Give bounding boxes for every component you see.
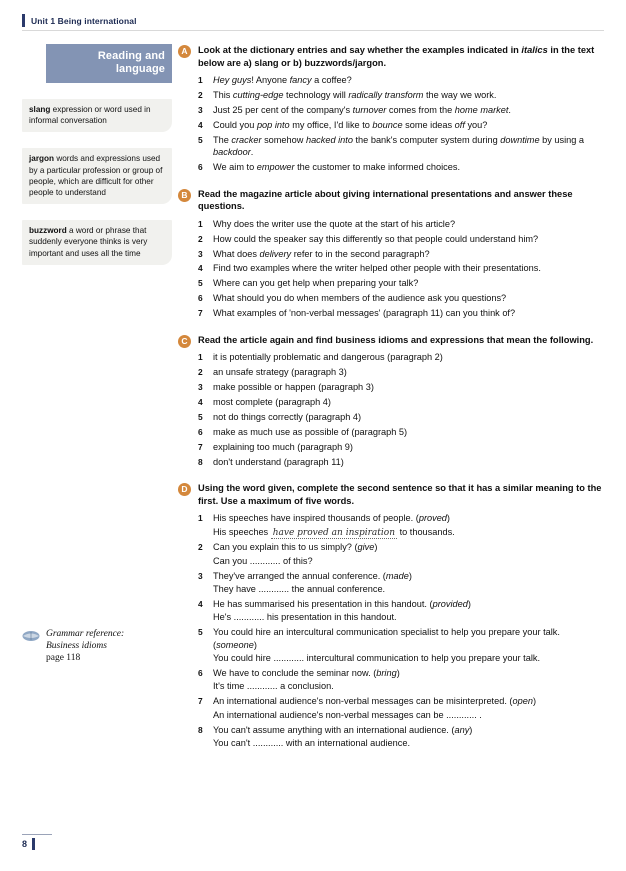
item-answer-line[interactable]: An international audience's non-verbal messages can be ............ .: [213, 709, 482, 720]
exercise-marker: B: [178, 189, 191, 202]
exercise-item: [198, 119, 604, 131]
item-text: don't understand (paragraph 11): [213, 456, 344, 467]
item-text: make possible or happen (paragraph 3): [213, 381, 374, 392]
grammar-reference-line3: page 118: [46, 653, 81, 663]
section-tab-reading-and-language: Reading and language: [46, 44, 172, 83]
item-text: They've arranged the annual conference. (made): [213, 570, 412, 581]
exercise-item: [198, 426, 604, 438]
exercise-body: [198, 482, 604, 750]
grammar-reference-text: [46, 628, 124, 664]
header-divider: [22, 30, 604, 31]
exercise-body: [198, 44, 604, 174]
page-header: [22, 14, 137, 27]
item-number: 2: [198, 367, 203, 378]
item-text: What should you do when members of the audience ask you questions?: [213, 293, 507, 304]
grammar-reference: [22, 628, 182, 664]
item-number: 4: [198, 599, 203, 610]
item-text: This cutting-edge technology will radically transform the way we work.: [213, 90, 497, 101]
exercise-instruction: Using the word given, complete the second sentence so that it has a similar meaning to the first. Use a maximum of five words.: [198, 482, 602, 506]
item-number: 6: [198, 426, 203, 437]
item-text: You could hire an intercultural communication specialist to help you prepare your talk. (someone): [213, 627, 560, 650]
exercise-item: [198, 89, 604, 101]
item-text: make as much use as possible of (paragraph 5): [213, 426, 408, 437]
item-answer-line[interactable]: His speeches have proved an inspiration to thousands.: [213, 526, 455, 538]
exercise-item: [198, 381, 604, 393]
glossary-entry-jargon: [22, 148, 172, 204]
item-number: 2: [198, 233, 203, 244]
exercise-item: [198, 667, 604, 693]
glossary-term: buzzword: [29, 226, 67, 236]
item-number: 3: [198, 248, 203, 259]
exercise-list: [178, 44, 604, 764]
exercise-item: [198, 307, 604, 319]
exercise-item: [198, 134, 604, 159]
item-text: We have to conclude the seminar now. (bring): [213, 668, 400, 679]
item-text: Where can you get help when preparing your talk?: [213, 278, 419, 289]
header-accent-bar: [22, 14, 25, 27]
item-text: Just 25 per cent of the company's turnover comes from the home market.: [213, 105, 511, 115]
glossary-term: slang: [29, 105, 51, 114]
item-number: 6: [198, 293, 203, 304]
item-number: 2: [198, 90, 203, 101]
exercise-instruction: Read the magazine article about giving international presentations and answer these questions.: [198, 188, 573, 212]
item-text: Can you explain this to us simply? (give): [213, 542, 378, 553]
exercise-item: [198, 74, 604, 86]
item-text: it is potentially problematic and dangerous (paragraph 2): [213, 352, 443, 363]
item-number: 5: [198, 134, 203, 145]
exercise-item: [198, 598, 604, 624]
item-number: 7: [198, 441, 203, 452]
item-text: His speeches have inspired thousands of people. (proved): [213, 513, 450, 524]
exercise-body: [198, 334, 604, 468]
glossary-entry-buzzword: [22, 220, 172, 265]
glossary-definition: expression or word used in informal conversation: [29, 105, 151, 126]
item-number: 3: [198, 105, 203, 115]
exercise-b: [178, 188, 604, 320]
exercise-item: [198, 262, 604, 274]
item-answer-line[interactable]: He's ............ his presentation in this handout.: [213, 612, 397, 623]
exercise-item: [198, 366, 604, 378]
item-text: You can't assume anything with an international audience. (any): [213, 724, 473, 735]
item-number: 7: [198, 696, 203, 707]
item-text: Hey guys! Anyone fancy a coffee?: [213, 75, 352, 86]
exercise-item: [198, 411, 604, 423]
exercise-d: [178, 482, 604, 750]
item-number: 8: [198, 724, 203, 735]
grammar-reference-line1: Grammar reference:: [46, 629, 125, 639]
exercise-marker: A: [178, 45, 191, 58]
item-answer-line[interactable]: They have ............ the annual conference.: [213, 584, 386, 595]
exercise-item: [198, 441, 604, 453]
exercise-c: [178, 334, 604, 468]
item-number: 2: [198, 542, 203, 553]
exercise-item: [198, 218, 604, 230]
exercise-item: [198, 292, 604, 304]
item-number: 5: [198, 278, 203, 289]
exercise-body: [198, 188, 604, 320]
item-text: How could the speaker say this differently so that people could understand him?: [213, 233, 539, 244]
exercise-items: [198, 351, 604, 468]
item-number: 5: [198, 627, 203, 638]
item-text: What does delivery refer to in the second paragraph?: [213, 248, 430, 259]
exercise-instruction: Look at the dictionary entries and say whether the examples indicated in italics in the text below are a) slang or b) buzzwords/jargon.: [198, 45, 595, 68]
item-number: 1: [198, 352, 203, 363]
exercise-item: [198, 351, 604, 363]
item-number: 3: [198, 381, 203, 392]
exercise-item: [198, 233, 604, 245]
exercise-item: [198, 724, 604, 750]
glossary-definition: a word or phrase that suddenly everyone thinks is very important and uses all the time: [29, 226, 148, 258]
item-text: What examples of 'non-verbal messages' (paragraph 11) can you think of?: [213, 308, 516, 319]
item-text: most complete (paragraph 4): [213, 396, 331, 407]
exercise-item: [198, 104, 604, 116]
glossary-term: jargon: [29, 154, 55, 164]
item-number: 1: [198, 513, 203, 524]
exercise-items: [198, 512, 604, 749]
item-number: 5: [198, 411, 203, 422]
item-number: 6: [198, 162, 203, 173]
item-text: Find two examples where the writer helped other people with their presentations.: [213, 263, 541, 274]
exercise-item: [198, 570, 604, 596]
left-column: [22, 44, 172, 265]
page-number: 8: [22, 839, 28, 849]
exercise-item: [198, 277, 604, 289]
item-text: Why does the writer use the quote at the start of his article?: [213, 218, 456, 229]
exercise-instruction: Read the article again and find business idioms and expressions that mean the following.: [198, 334, 594, 345]
item-text: He has summarised his presentation in this handout. (provided): [213, 599, 471, 610]
item-number: 3: [198, 570, 203, 581]
item-answer-line[interactable]: It's time ............ a conclusion.: [213, 681, 334, 692]
book-icon: [22, 630, 40, 642]
item-text: The cracker somehow hacked into the bank's computer system during downtime by using a backdoor.: [213, 134, 585, 158]
exercise-items: [198, 218, 604, 320]
footer-divider: [22, 834, 52, 835]
item-text: Could you pop into my office, I'd like to bounce some ideas off you?: [213, 119, 488, 130]
exercise-items: [198, 74, 604, 173]
exercise-item: [198, 396, 604, 408]
exercise-item: [198, 626, 604, 664]
item-number: 1: [198, 75, 203, 86]
glossary-definition: words and expressions used by a particular profession or group of people, which are difficult for other people to understand: [29, 154, 163, 198]
footer-accent-bar: [32, 838, 35, 850]
item-text: not do things correctly (paragraph 4): [213, 411, 362, 422]
item-text: We aim to empower the customer to make informed choices.: [213, 162, 460, 173]
unit-title: Unit 1 Being international: [31, 15, 137, 26]
grammar-reference-line2: Business idioms: [46, 641, 107, 651]
item-text: an unsafe strategy (paragraph 3): [213, 367, 347, 378]
exercise-item: [198, 248, 604, 260]
item-answer-line[interactable]: Can you ............ of this?: [213, 555, 313, 566]
page-footer: [22, 838, 35, 850]
exercise-item: [198, 161, 604, 173]
item-answer-line[interactable]: You could hire ............ intercultural communication to help you prepare your talk.: [213, 653, 541, 664]
item-number: 1: [198, 218, 203, 229]
item-text: An international audience's non-verbal messages can be misinterpreted. (open): [213, 696, 537, 707]
item-number: 8: [198, 456, 203, 467]
item-text: explaining too much (paragraph 9): [213, 441, 353, 452]
exercise-item: [198, 541, 604, 567]
item-answer-line[interactable]: You can't ............ with an international audience.: [213, 738, 411, 749]
item-number: 4: [198, 263, 203, 274]
exercise-item: [198, 695, 604, 721]
exercise-a: [178, 44, 604, 174]
item-number: 7: [198, 308, 203, 319]
item-number: 4: [198, 396, 203, 407]
exercise-item: [198, 512, 604, 539]
exercise-marker: D: [178, 483, 191, 496]
item-number: 6: [198, 668, 203, 679]
glossary-entry-slang: [22, 99, 172, 132]
exercise-marker: C: [178, 335, 191, 348]
item-number: 4: [198, 119, 203, 130]
exercise-item: [198, 456, 604, 468]
